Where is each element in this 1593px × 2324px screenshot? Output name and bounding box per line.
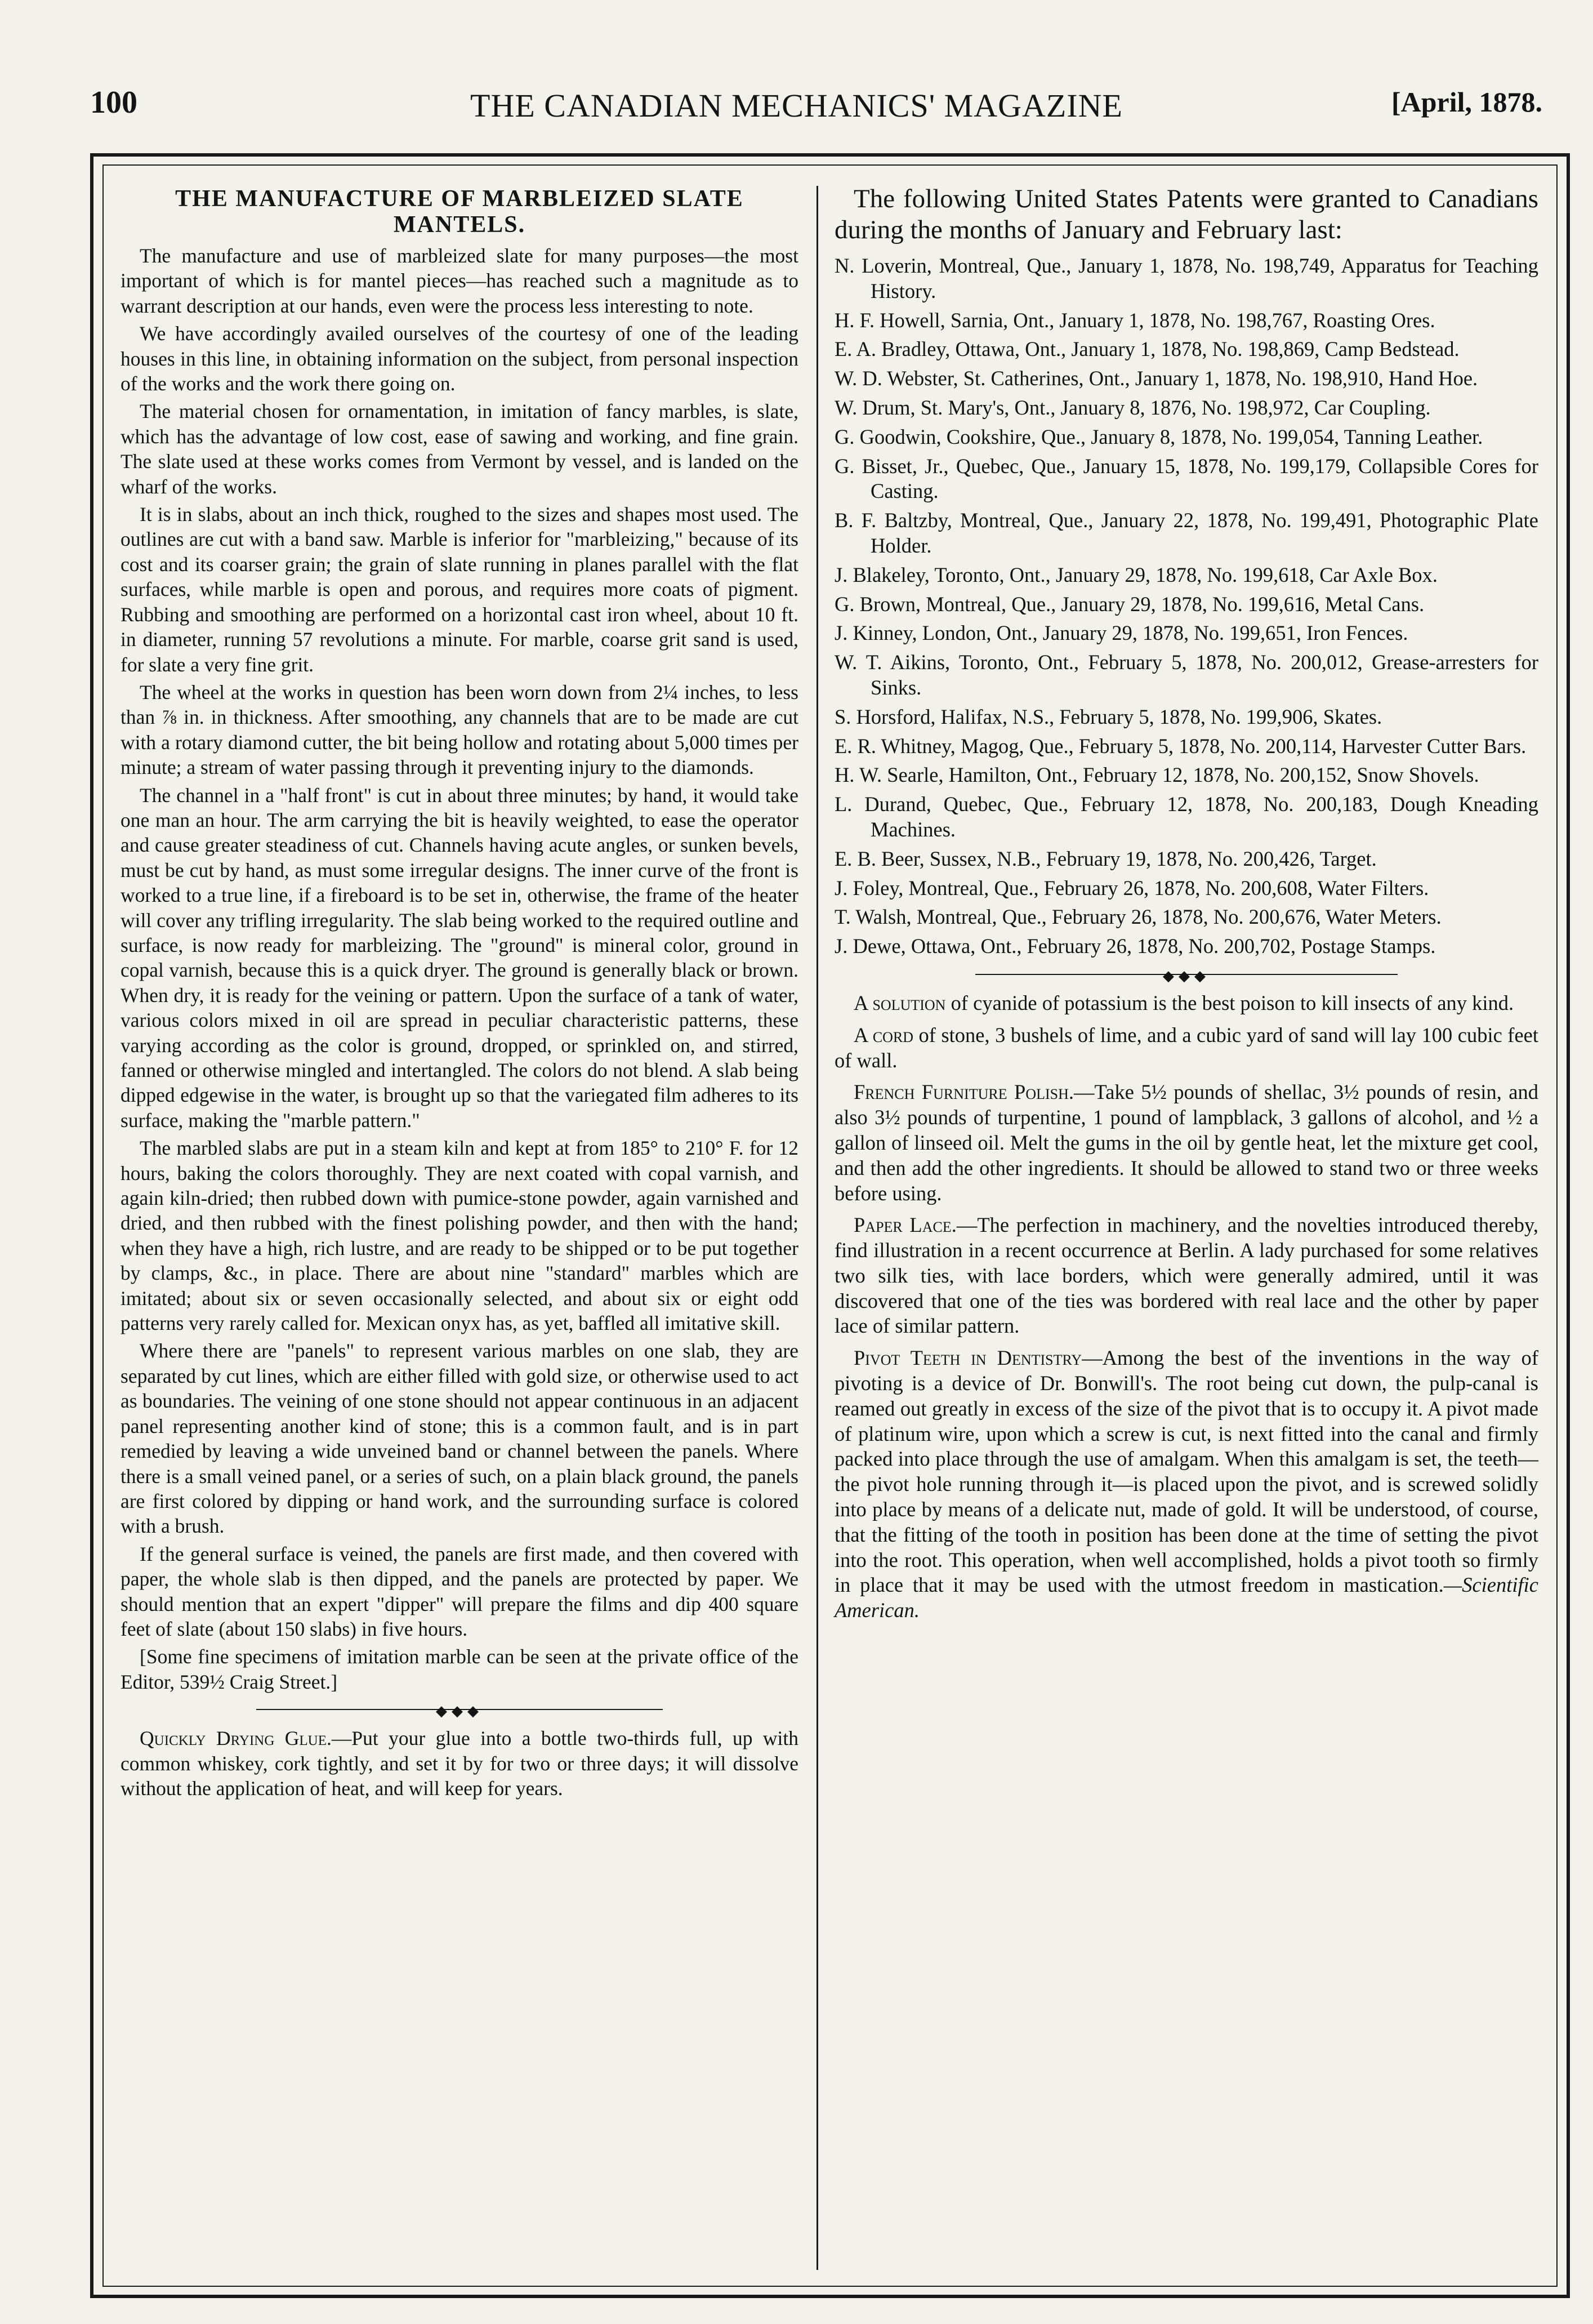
patent-entry: W. T. Aikins, Toronto, Ont., February 5, 1878, No. 200,012, Grease-arresters for Sinks. xyxy=(835,651,1538,699)
article-paragraph: The manufacture and use of marbleized slate for many purposes—the most important of which is for mantel pieces—has reached such a magnitude as to warrant description at our hands, even were the process less interesting to note. xyxy=(121,244,798,317)
polish-note xyxy=(835,1080,1538,1206)
patent-entry: N. Loverin, Montreal, Que., January 1, 1878, No. 198,749, Apparatus for Teaching History. xyxy=(835,254,1538,302)
patent-entry: E. A. Bradley, Ottawa, Ont., January 1, 1878, No. 198,869, Camp Bedstead. xyxy=(835,337,1460,361)
cord-text: of stone, 3 bushels of lime, and a cubic yard of sand will lay 100 cubic feet of wall. xyxy=(835,1023,1538,1072)
patent-entry: G. Bisset, Jr., Quebec, Que., January 15, 1878, No. 199,179, Collapsible Cores for Casting. xyxy=(835,454,1538,503)
patent-entry: G. Goodwin, Cookshire, Que., January 8, 1878, No. 199,054, Tanning Leather. xyxy=(835,425,1483,448)
lace-note xyxy=(835,1213,1538,1339)
patent-entry: W. D. Webster, St. Catherines, Ont., January 1, 1878, No. 198,910, Hand Hoe. xyxy=(835,367,1478,390)
article-title: THE MANUFACTURE OF MARBLEIZED SLATE MANTELS. xyxy=(175,186,744,238)
cord-note xyxy=(835,1023,1538,1074)
article-paragraph: The channel in a "half front" is cut in about three minutes; by hand, it would take one man an hour. The arm carrying the bit is heavily weighted, to ease the operator and cause greater steadiness of cut. Channels having acute angles, or sunken bevels, must be cut by hand, as must some irregular designs. The inner curve of the front is worked to a true line, if a fireboard is to be set in, otherwise, the frame of the heater will cover any trifling irregularity. The slab being worked to the required outline and surface, is now ready for marbleizing. The "ground" is mineral color, ground in copal varnish, because this is a quick dryer. The ground is generally black or brown. When dry, it is ready for the veining or pattern. Upon the surface of a tank of water, various colors mixed in oil are spread in peculiar characteristic patterns, these varying according as the color is ground, dropped, or sprinkled on, and stirred, fanned or otherwise mingled and intertangled. The colors do not blend. A slab being dipped edgewise in the water, is brought up so that the variegated film adheres to its surface, making the "marble pattern." xyxy=(121,783,798,1132)
patent-entry: G. Brown, Montreal, Que., January 29, 1878, No. 199,616, Metal Cans. xyxy=(835,592,1425,616)
cord-lead: A cord xyxy=(854,1023,914,1047)
patent-entry: T. Walsh, Montreal, Que., February 26, 1878, No. 200,676, Water Meters. xyxy=(835,905,1442,929)
patent-entry: H. W. Searle, Hamilton, Ont., February 12, 1878, No. 200,152, Snow Shovels. xyxy=(835,763,1479,787)
lace-lead: Paper Lace. xyxy=(854,1213,957,1237)
pivot-source: —Scientific American. xyxy=(835,1573,1538,1622)
page-number: 100 xyxy=(90,85,137,120)
pivot-text: —Among the best of the inventions in the way of pivoting is a device of Dr. Bonwill's. The root being cut down, the pulp-canal is reamed out greatly in excess of the size of the pivot that is to occupy it. A pivot made of platinum wire, upon which a screw is cut, is next fitted into the canal and firmly packed into place through the use of amalgam. When this amalgam is set, the teeth—the pivot hole running through it—is placed upon the pivot, and is screwed solidly into place by means of a delicate nut, made of gold. It will be understood, of course, that the fitting of the tooth in position has been done at the time of setting the pivot into the root. This operation, when well accomplished, holds a pivot tooth so firmly in place that it may be used with the utmost freedom in mastication. xyxy=(835,1346,1538,1597)
cyanide-text: of cyanide of potassium is the best poison to kill insects of any kind. xyxy=(945,991,1514,1014)
patents-intro: The following United States Patents were granted to Canadians during the months of January and February last: xyxy=(835,184,1538,244)
column-rule xyxy=(816,186,818,2270)
editor-note: [Some fine specimens of imitation marble can be seen at the private office of the Editor, 539½ Craig Street.] xyxy=(121,1645,798,1693)
patent-entry: J. Kinney, London, Ont., January 29, 1878, No. 199,651, Iron Fences. xyxy=(835,621,1408,645)
polish-lead: French Furniture Polish. xyxy=(854,1080,1074,1104)
article-paragraph: If the general surface is veined, the panels are first made, and then covered with paper, the whole slab is then dipped, and the panels are protected by paper. We should mention that an expert "dipper" will prepare the films and dip 400 square feet of slate (about 150 slabs) in five hours. xyxy=(121,1542,798,1640)
patent-entry: E. B. Beer, Sussex, N.B., February 19, 1878, No. 200,426, Target. xyxy=(835,847,1377,870)
patent-entry: J. Foley, Montreal, Que., February 26, 1878, No. 200,608, Water Filters. xyxy=(835,876,1429,900)
article-paragraph: It is in slabs, about an inch thick, roughed to the sizes and shapes most used. The outlines are cut with a band saw. Marble is inferior for "marbleizing," because of its cost and its coarser grain; the grain of slate running in planes parallel with the flat surfaces, while marble is open and porous, and requires more coats of pigment. Rubbing and smoothing are performed on a horizontal cast iron wheel, about 10 ft. in diameter, running 57 revolutions a minute. For marble, coarse grit sand is used, for slate a very fine grit. xyxy=(121,503,798,676)
article-paragraph: Where there are "panels" to represent various marbles on one slab, they are separated by cut lines, which are either filled with gold size, or otherwise used to act as boundaries. The veining of one stone should not appear continuous in an adjacent panel representing another kind of stone; this is a common fault, and is in part remedied by leaving a wide unveined band or channel between the panels. Where there is a small veined panel, or a series of such, on a plain black ground, the panels are first colored by dipping or hand work, and the surrounding surface is colored with a brush. xyxy=(121,1339,798,1538)
glue-note xyxy=(121,1726,798,1801)
article-paragraph: The wheel at the works in question has been worn down from 2¼ inches, to less than ⅞ in. in thickness. After smoothing, any channels that are to be made are cut with a rotary diamond cutter, the bit being hollow and rotating about 5,000 times per minute; a stream of water passing through it preventing injury to the diamonds. xyxy=(121,680,798,779)
polish-text: —Take 5½ pounds of shellac, 3½ pounds of resin, and also 3½ pounds of turpentine, 1 pound of lampblack, 3 gallons of alcohol, and ½ a gallon of linseed oil. Melt the gums in the oil by gentle heat, let the mixture get cool, and then add the other ingredients. It should be allowed to stand two or three weeks before using. xyxy=(835,1080,1538,1205)
patent-entry: H. F. Howell, Sarnia, Ont., January 1, 1878, No. 198,767, Roasting Ores. xyxy=(835,308,1435,332)
patent-entry: J. Dewe, Ottawa, Ont., February 26, 1878, No. 200,702, Postage Stamps. xyxy=(835,934,1436,958)
magazine-title: THE CANADIAN MECHANICS' MAGAZINE xyxy=(470,87,1123,124)
patent-entry: W. Drum, St. Mary's, Ont., January 8, 1876, No. 198,972, Car Coupling. xyxy=(835,395,1431,419)
article-paragraph: The marbled slabs are put in a steam kiln and kept at from 185° to 210° F. for 12 hours, baking the colors thoroughly. They are next coated with copal varnish, and again kiln-dried; then rubbed down with pumice-stone powder, again varnished and dried, and then rubbed with the finest polishing powder, and then with the hand; when they have a high, rich lustre, and are ready to be shipped or to be put together by clamps, &c., in place. There are about nine "standard" marbles which are imitated; about six or seven occasionally selected, and about six or eight odd patterns very rarely called for. Mexican onyx has, as yet, baffled all imitative skill. xyxy=(121,1137,798,1335)
patent-entry: S. Horsford, Halifax, N.S., February 5, 1878, No. 199,906, Skates. xyxy=(835,705,1382,728)
patent-list xyxy=(835,253,1538,959)
article-paragraph: The material chosen for ornamentation, in imitation of fancy marbles, is slate, which has the advantage of low cost, ease of sawing and working, and fine grain. The slate used at these works comes from Vermont by vessel, and is landed on the wharf of the works. xyxy=(121,400,798,498)
right-column xyxy=(835,181,1538,1630)
glue-lead: Quickly Drying Glue. xyxy=(140,1727,332,1750)
left-column xyxy=(121,181,798,1804)
patent-entry: E. R. Whitney, Magog, Que., February 5, 1878, No. 200,114, Harvester Cutter Bars. xyxy=(835,734,1527,758)
patent-entry: L. Durand, Quebec, Que., February 12, 1878, No. 200,183, Dough Kneading Machines. xyxy=(835,793,1538,841)
patent-entry: J. Blakeley, Toronto, Ont., January 29, 1878, No. 199,618, Car Axle Box. xyxy=(835,563,1438,586)
glue-text: —Put your glue into a bottle two-thirds full, up with common whiskey, cork tightly, and set it by for two or three days; it will dissolve without the application of heat, and will keep for years. xyxy=(121,1727,798,1800)
lace-text: —The perfection in machinery, and the novelties introduced thereby, find illustration in a recent occurrence at Berlin. A lady purchased for some relatives two silk ties, with lace borders, which were generally admired, until it was discovered that one of the ties was bordered with real lace and the other by paper lace of similar pattern. xyxy=(835,1213,1538,1338)
section-divider xyxy=(121,1701,798,1718)
cyanide-note xyxy=(835,991,1538,1016)
pivot-note xyxy=(835,1346,1538,1623)
section-divider xyxy=(835,966,1538,983)
patent-entry: B. F. Baltzby, Montreal, Que., January 22, 1878, No. 199,491, Photographic Plate Holder. xyxy=(835,509,1538,557)
issue-date: [April, 1878. xyxy=(1391,86,1542,118)
cyanide-lead: A solution xyxy=(854,991,946,1014)
page-header xyxy=(0,84,1593,135)
article-paragraph: We have accordingly availed ourselves of the courtesy of one of the leading houses in this line, in obtaining information on the subject, from personal inspection of the works and the work there going on. xyxy=(121,322,798,395)
pivot-lead: Pivot Teeth in Dentistry xyxy=(854,1346,1082,1370)
